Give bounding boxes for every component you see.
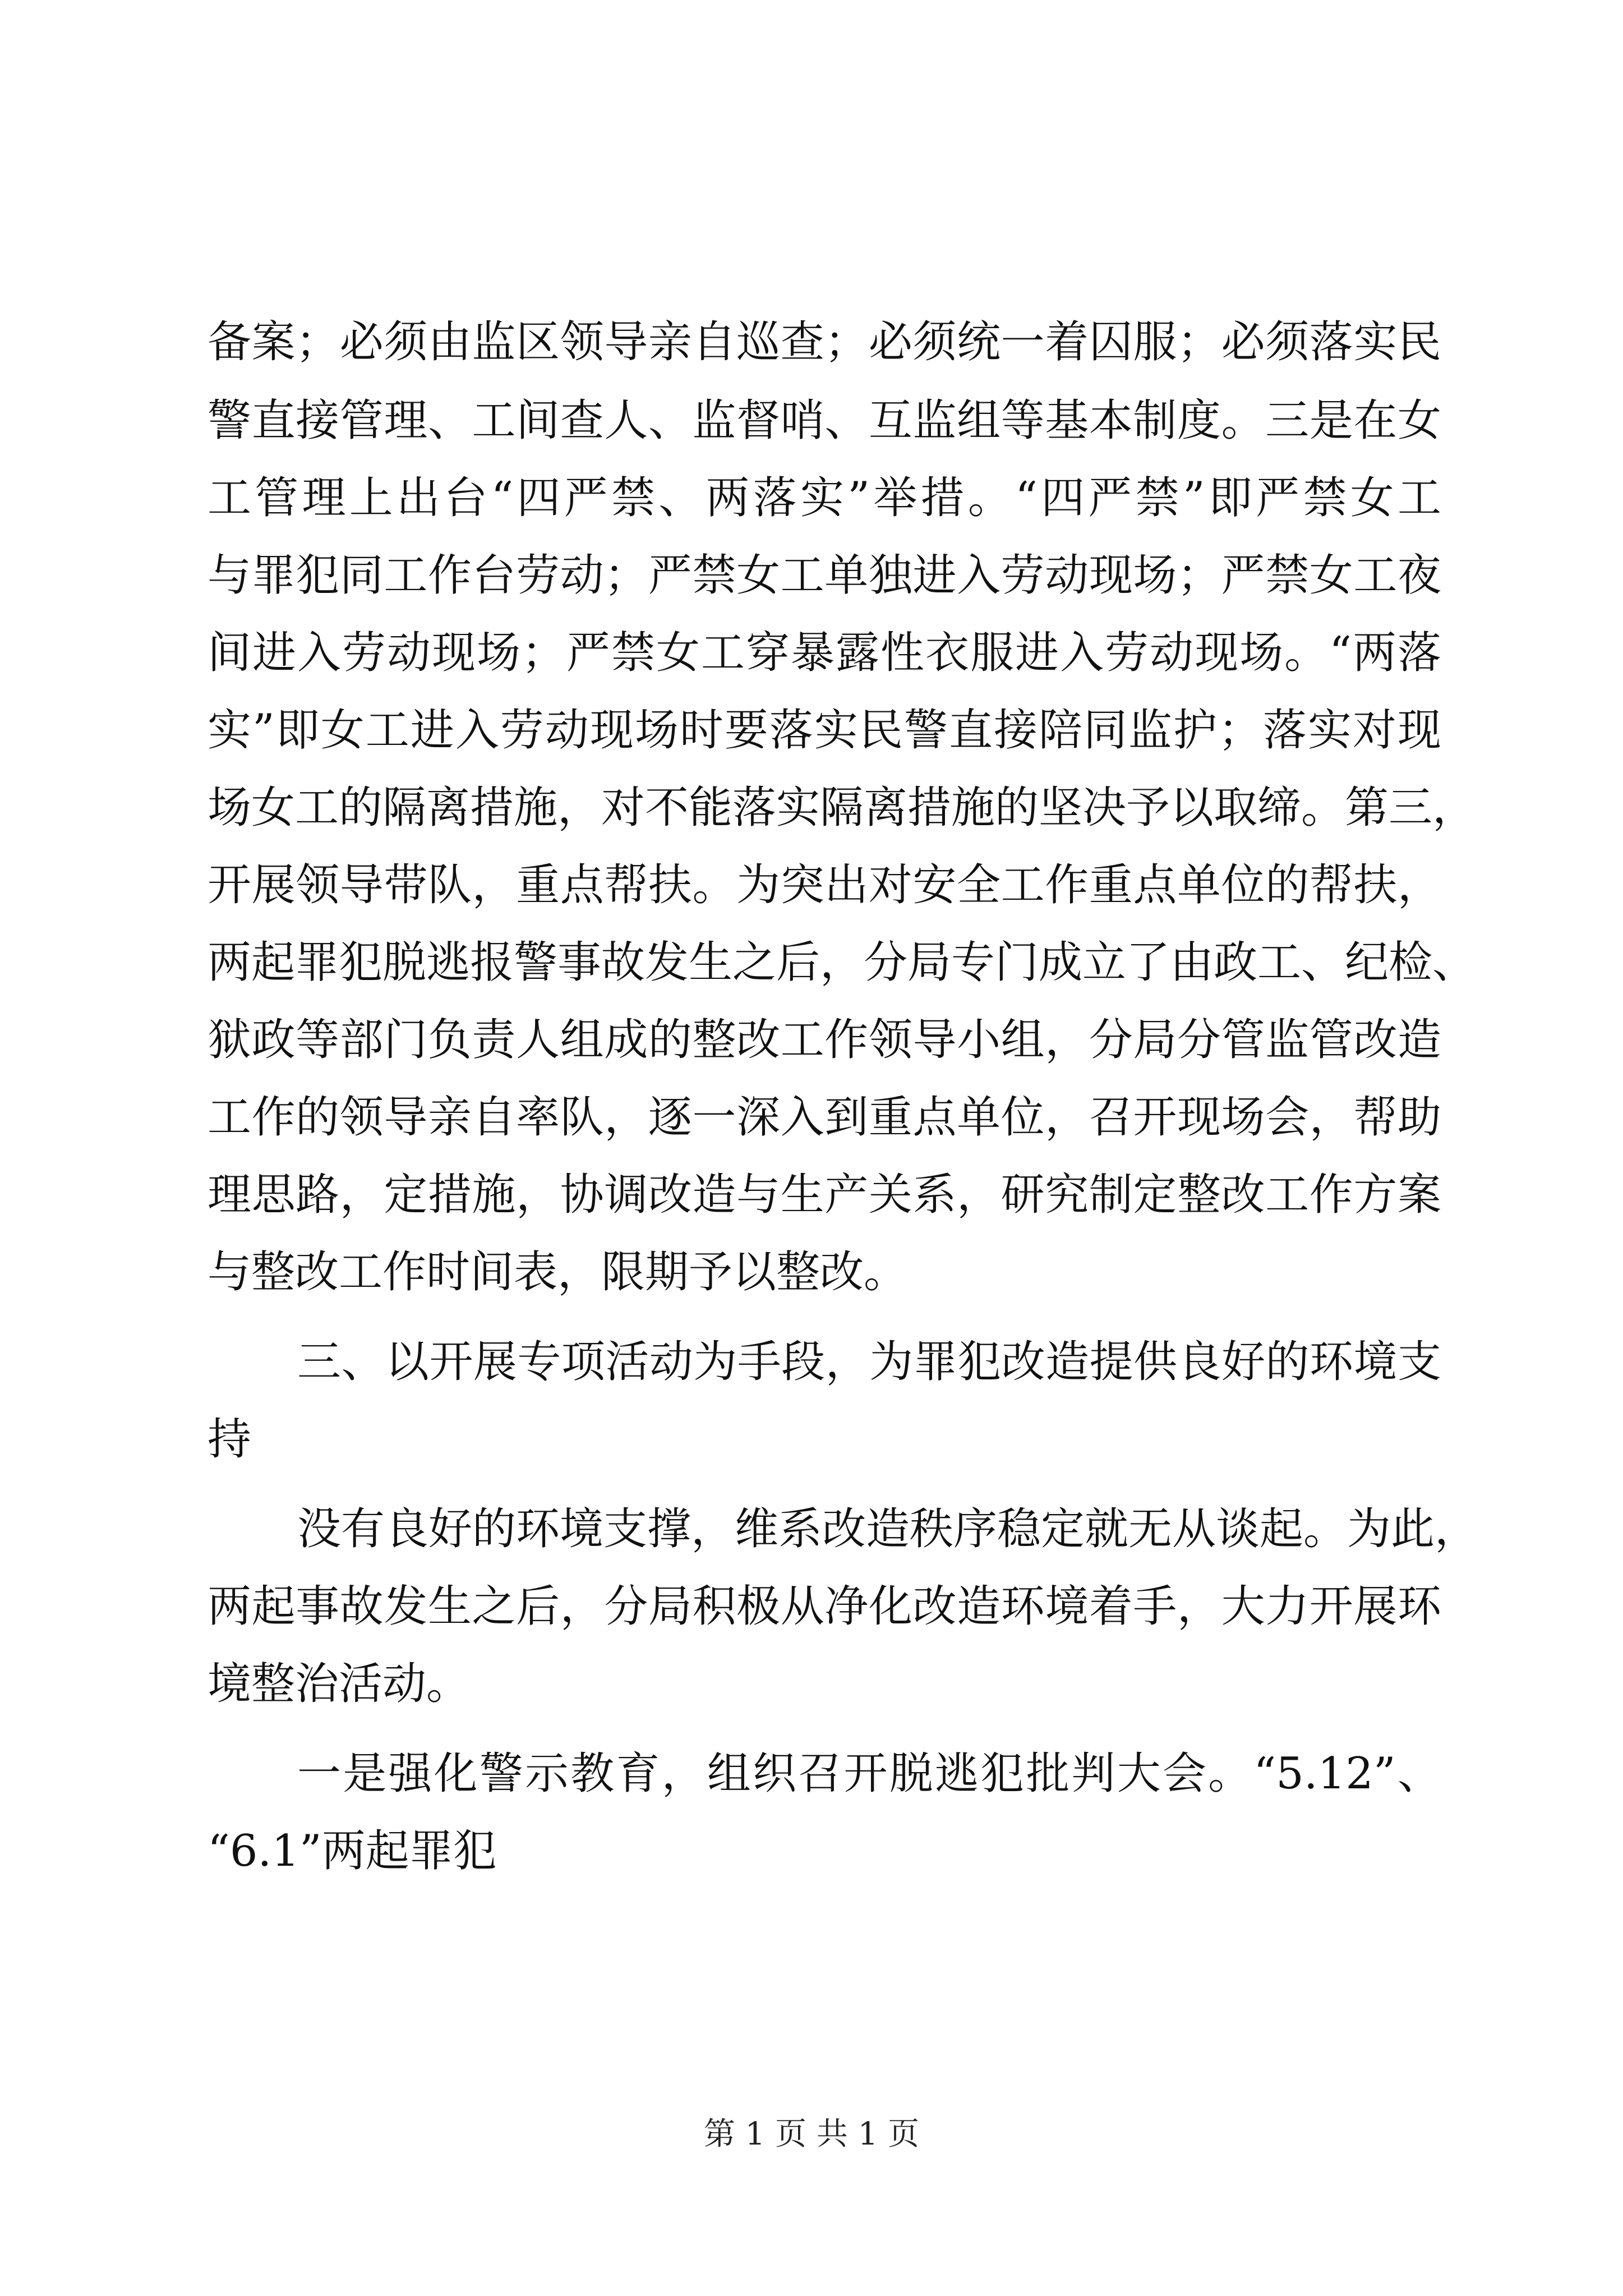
text-line: 一是强化警示教育，组织召开脱逃犯批判大会。“5.12”、 [297,1749,1441,1799]
text-line: 与整改工作时间表，限期予以整改。 [208,1247,908,1297]
text-line: 没有良好的环境支撑，维系改造秩序稳定就无从谈起。为此， [297,1504,1479,1554]
text-line: 警直接管理、工间查人、监督哨、互监组等基本制度。三是在女 [208,395,1441,446]
text-line: 备案；必须由监区领导亲自巡查；必须统一着囚服；必须落实民 [208,317,1441,367]
text-line: 与罪犯同工作台劳动；严禁女工单独进入劳动现场；严禁女工夜 [208,550,1441,601]
text-line: 开展领导带队，重点帮扶。为突出对安全工作重点单位的帮扶， [208,860,1441,910]
text-line: 场女工的隔离措施，对不能落实隔离措施的坚决予以取缔。第三， [208,783,1477,833]
text-line: 实”即女工进入劳动现场时要落实民警直接陪同监护；落实对现 [208,705,1441,756]
text-line: “6.1”两起罪犯 [208,1826,497,1876]
text-line: 理思路，定措施，协调改造与生产关系，研究制定整改工作方案 [208,1170,1441,1220]
page-footer: 第 1 页 共 1 页 [703,2116,920,2152]
text-line: 狱政等部门负责人组成的整改工作领导小组，分局分管监管改造 [208,1015,1441,1065]
text-line: 间进入劳动现场；严禁女工穿暴露性衣服进入劳动现场。“两落 [208,628,1441,678]
text-line: 工管理上出台“四严禁、两落实”举措。“四严禁”即严禁女工 [208,473,1441,523]
section-heading-line: 持 [208,1414,252,1465]
text-line: 两起事故发生之后，分局积极从净化改造环境着手，大力开展环 [208,1581,1441,1632]
text-line: 两起罪犯脱逃报警事故发生之后，分局专门成立了由政工、纪检、 [208,937,1477,988]
section-heading-line: 三、以开展专项活动为手段，为罪犯改造提供良好的环境支 [297,1337,1441,1387]
text-line: 境整治活动。 [208,1659,471,1709]
text-line: 工作的领导亲自率队，逐一深入到重点单位，召开现场会，帮助 [208,1092,1441,1143]
